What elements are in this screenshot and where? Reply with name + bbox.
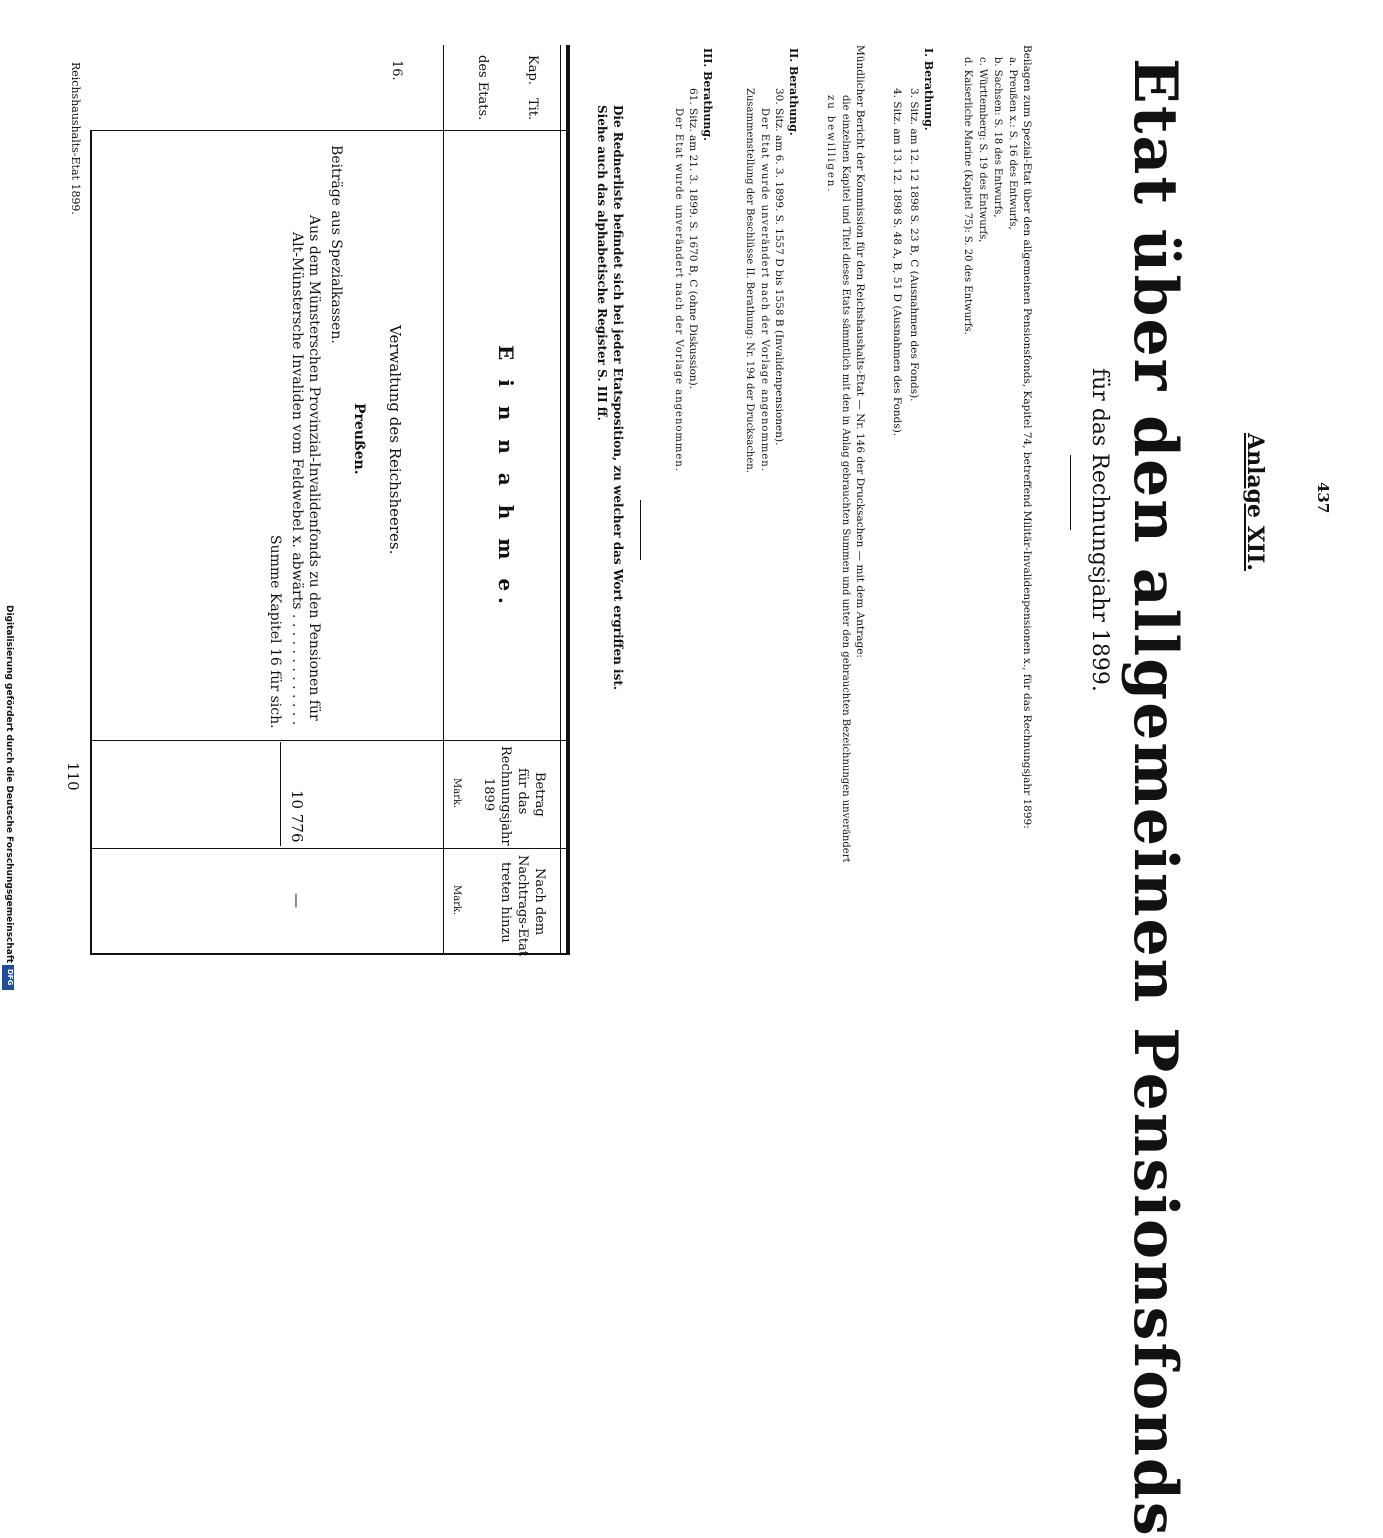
anlage-label: Anlage XII.: [1242, 433, 1268, 572]
table-bottom-rule: [90, 130, 92, 955]
beilagen-intro: Beilagen zum Spezial-Etat über den allgemeinen Pensionsfonds, Kapitel 74, betreffend Militär-Invalidenpensionen x., für das Rechnungsjahr 1899:: [1021, 45, 1033, 829]
dfg-credit-text: Digitalisierung gefördert durch die Deutsche Forschungsgemeinschaft: [4, 605, 14, 964]
header-einnahme: E i n n a h m e.: [494, 345, 518, 611]
col-divider-nachtrag: [90, 848, 566, 849]
header-etat: des Etats.: [475, 55, 490, 121]
table-top-rule: [566, 45, 570, 955]
table-header-rule: [443, 45, 444, 955]
table-top-rule-thin: [560, 45, 561, 955]
header-tit: Tit.: [525, 98, 540, 121]
beratung1-heading: I. Berathung.: [922, 48, 935, 131]
beilagen-item-b: b. Sachsen: S. 18 des Entwurfs,: [992, 57, 1003, 218]
header-betrag-line4: 1899: [481, 778, 496, 812]
rednerliste-line2: Siehe auch das alphabetische Register S. III ff.: [595, 105, 609, 421]
header-betrag: [532, 772, 547, 817]
value-underline: [280, 742, 281, 846]
summe-line: Summe Kapitel 16 für sich.: [267, 535, 283, 729]
bericht-line3: zu bewilligen.: [825, 95, 836, 194]
document-subtitle: für das Rechnungsjahr 1899.: [1087, 368, 1112, 692]
page-number: 437: [1314, 482, 1332, 514]
digitization-sidebar: [0, 0, 16, 1000]
header-betrag-line2: für das: [515, 768, 530, 815]
entry-line2: Alt-Münstersche Invaliden vom Feldwebel x. abwärts . . . . . . . . . . . . .: [289, 232, 305, 726]
header-kap: Kap.: [525, 55, 540, 85]
footer-right: 110: [64, 762, 82, 791]
beratung3-line2: Der Etat wurde unverändert nach der Vorlage angenommen.: [673, 108, 684, 472]
bericht-line1: Mündlicher Bericht der Kommission für den Reichshaushalts-Etat — Nr. 146 der Drucksachen — mit dem Antrage:: [854, 45, 866, 658]
beilagen-item-a: a. Preußen x.: S. 16 des Entwurfs,: [1007, 57, 1018, 230]
header-betrag-line1: Betrag: [532, 772, 547, 817]
section-rule: [640, 500, 641, 560]
subsection-preussen: Preußen.: [351, 403, 367, 475]
entry-label: Beiträge aus Spezialkassen.: [328, 145, 344, 344]
table-right-rule: [90, 953, 566, 955]
header-nachtrag-line2: Nachtrags-Etat: [515, 855, 530, 957]
beilagen-item-c: c. Württemberg: S. 19 des Entwurfs,: [977, 57, 988, 243]
value-nachtrag: —: [288, 893, 306, 908]
footer-left: Reichshaushalts-Etat 1899.: [69, 62, 82, 215]
header-nachtrag-unit: Mark.: [451, 885, 462, 916]
col-divider-kap: [90, 130, 566, 131]
dfg-logo: DFG: [2, 965, 14, 990]
rednerliste-line1: Die Rednerliste befindet sich bei jeder Etatsposition, zu welcher das Wort ergriffen ist.: [611, 105, 625, 691]
header-betrag-line3: Rechnungsjahr: [498, 746, 513, 846]
beratung1-line2: 4. Sitz. am 13. 12. 1898 S. 48 A, B, 51 D (Ausnahmen des Fonds).: [891, 88, 903, 437]
beratung3-heading: III. Berathung.: [701, 48, 714, 141]
beratung2-heading: II. Berathung.: [787, 48, 800, 136]
header-nachtrag-line3: treten hinzu: [498, 862, 513, 943]
beratung1-line1: 3. Sitz. am 12. 12 1898 S. 23 B, C (Ausnahmen des Fonds).: [908, 88, 920, 402]
document-title: Etat über den allgemeinen Pensionsfonds: [1120, 58, 1190, 1538]
row-kap-number: 16.: [389, 60, 404, 81]
beilagen-item-d: d. Kaiserliche Marine (Kapitel 75): S. 20 des Entwurfs.: [962, 57, 973, 335]
bericht-line2: die einzelnen Kapitel und Titel dieses Etats sämmtlich mit den in Anlag gebrauchten Summen und unter den gebrauchten Bezeichnungen unverändert: [840, 95, 851, 863]
col-divider-betrag: [90, 740, 566, 741]
beratung2-line1: 30. Sitz. am 6. 3. 1899. S. 1557 D bis 1558 B (Invalidenpensionen).: [773, 88, 785, 446]
subtitle-rule: [1070, 455, 1071, 530]
section-verwaltung: Verwaltung des Reichsheeres.: [386, 325, 404, 555]
beratung3-line1: 61. Sitz. am 21. 3. 1899. S. 1670 B, C (ohne Diskussion).: [687, 88, 699, 390]
beratung2-line3: Zusammenstellung der Beschlüsse II. Berathung: Nr. 194 der Drucksachen.: [744, 88, 755, 473]
header-nachtrag-line1: Nach dem: [532, 868, 547, 936]
value-betrag: 10 776: [288, 790, 306, 843]
beratung2-line2: Der Etat wurde unverändert nach der Vorlage angenommen.: [759, 108, 770, 472]
entry-line1: Aus dem Münsterschen Provinzial-Invalidenfonds zu den Pensionen für: [306, 215, 322, 721]
header-betrag-unit: Mark.: [451, 778, 462, 809]
